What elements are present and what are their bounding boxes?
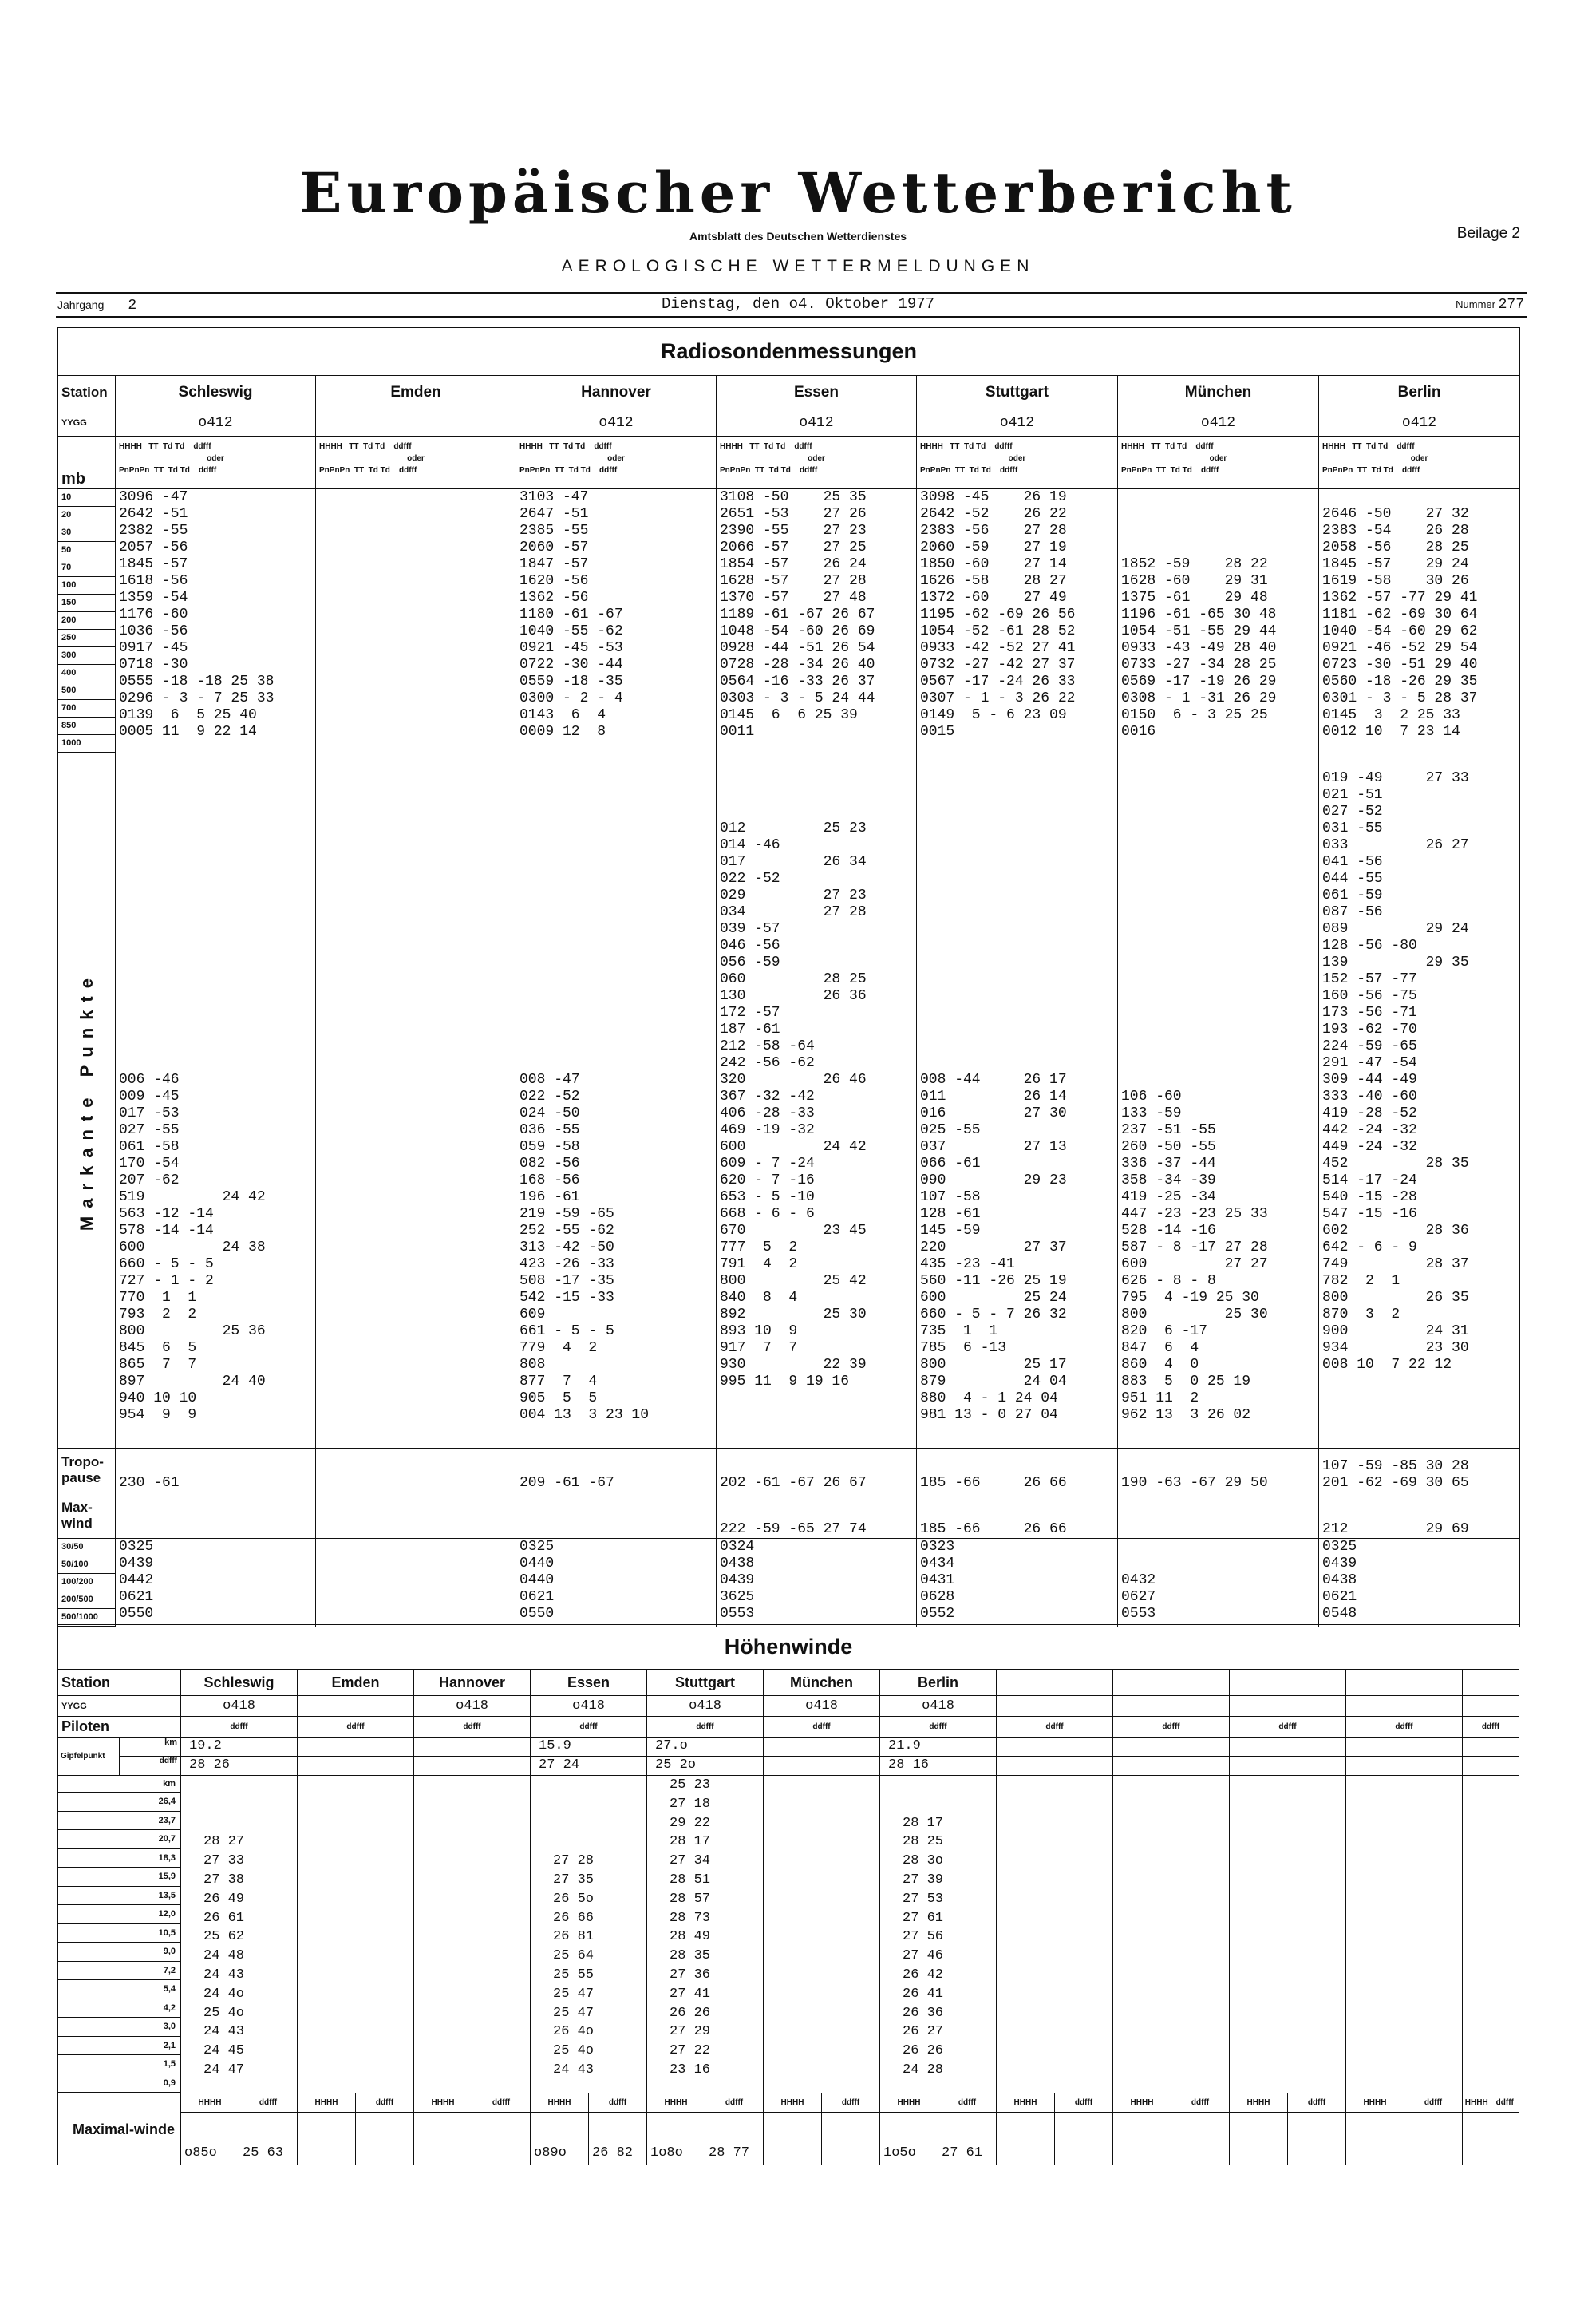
yygg-value: o418 (647, 1696, 764, 1717)
wind-column: 28 27 27 33 27 38 26 49 26 61 25 62 24 48 24 43 24 4o 25 4o 24 43 24 45 24 47 (181, 1776, 298, 2093)
yygg-value (298, 1696, 414, 1717)
subtitle: Amtsblatt des Deutschen Wetterdienstes (689, 230, 907, 243)
standard-levels-data (316, 489, 516, 753)
station-name: Essen (717, 376, 917, 409)
height-level: 10,5 (58, 1924, 180, 1943)
maxwind-data (116, 1492, 316, 1539)
gipfel-ddfff: 25 2o (647, 1757, 764, 1776)
gipfel-ddfff (1113, 1757, 1230, 1776)
piloten-ddfff: ddfff (997, 1717, 1113, 1738)
hhhh-header: HHHH (764, 2093, 822, 2113)
km-label: km (120, 1738, 181, 1757)
station-name (997, 1670, 1113, 1696)
supplement-label: Beilage 2 (1456, 225, 1520, 242)
piloten-ddfff: ddfff (1230, 1717, 1346, 1738)
column-header-bottom: PnPnPn TT Td Td ddfff (1322, 466, 1420, 475)
standard-levels-data: 3096 -47 2642 -51 2382 -55 2057 -56 1845 -57 1618 -56 1359 -54 1176 -60 1036 -56 0917 -45 0718 -30 0555 -18 -18 25 38 0296 - 3 - 7 25 33 0139 6 5 25 40 0005 11 9 22 14 (116, 489, 316, 753)
column-header-oder: oder (407, 454, 425, 463)
ddfff-header: ddfff (1055, 2093, 1113, 2113)
ddfff-header: ddfff (472, 2093, 531, 2113)
maximal-ddfff: 27 61 (938, 2113, 997, 2165)
column-header (116, 437, 316, 489)
maximal-hhhh (298, 2113, 356, 2165)
gipfel-km (1463, 1738, 1519, 1757)
pressure-level: 700 (58, 700, 115, 718)
height-level: 12,0 (58, 1905, 180, 1924)
gipfel-ddfff (1463, 1757, 1519, 1776)
hhhh-header: HHHH (1113, 2093, 1171, 2113)
pressure-level: 200 (58, 612, 115, 630)
gipfel-ddfff (997, 1757, 1113, 1776)
station-name: Berlin (880, 1670, 997, 1696)
nummer-value: 277 (1498, 297, 1524, 313)
maxwind-data (1118, 1492, 1319, 1539)
gipfel-km (414, 1738, 531, 1757)
station-name: Essen (531, 1670, 647, 1696)
yygg-value (316, 409, 516, 437)
yygg-value: o418 (764, 1696, 880, 1717)
layer-data: 0325 0440 0440 0621 0550 (516, 1539, 717, 1627)
gipfel-km: 19.2 (181, 1738, 298, 1757)
gipfel-km (298, 1738, 414, 1757)
gipfel-ddfff (298, 1757, 414, 1776)
maxwind-data: 222 -59 -65 27 74 (717, 1492, 917, 1539)
piloten-ddfff: ddfff (181, 1717, 298, 1738)
standard-levels-data: 3108 -50 25 35 2651 -53 27 26 2390 -55 27 23 2066 -57 27 25 1854 -57 26 24 1628 -57 27 28 1370 -57 27 48 1189 -61 -67 26 67 1048 -54 -60 26 69 0928 -44 -51 26 54 0728 -28 -34 26 40 0564 -16 -33 26 37 0303 - 3 - 5 24 44 0145 6 6 25 39 0011 (717, 489, 917, 753)
maximal-ddfff (1288, 2113, 1346, 2165)
maximal-ddfff (1491, 2113, 1519, 2165)
height-level: 9,0 (58, 1943, 180, 1962)
standard-levels-data: 1852 -59 28 22 1628 -60 29 31 1375 -61 29 48 1196 -61 -65 30 48 1054 -51 -55 29 44 0933 -43 -49 28 40 0733 -27 -34 28 25 0569 -17 -19 26 29 0308 - 1 -31 26 29 0150 6 - 3 25 25 0016 (1118, 489, 1319, 753)
markante-label-cell (58, 753, 116, 1449)
wind-column (414, 1776, 531, 2093)
wind-column (1113, 1776, 1230, 2093)
height-level: 20,7 (58, 1830, 180, 1849)
tropopause-data: 230 -61 (116, 1449, 316, 1492)
gipfel-ddfff: 27 24 (531, 1757, 647, 1776)
height-level: 1,5 (58, 2055, 180, 2074)
yygg-value: o412 (917, 409, 1118, 437)
maxwind-data: 185 -66 26 66 (917, 1492, 1118, 1539)
yygg-value: o412 (1319, 409, 1520, 437)
piloten-ddfff: ddfff (1346, 1717, 1463, 1738)
maxwind-data (516, 1492, 717, 1539)
station-name: Hannover (414, 1670, 531, 1696)
ddfff-header: ddfff (1404, 2093, 1463, 2113)
layer-label: 50/100 (58, 1556, 115, 1574)
station-name: Berlin (1319, 376, 1520, 409)
column-header-oder: oder (1209, 454, 1227, 463)
wind-column (1463, 1776, 1519, 2093)
height-level: 2,1 (58, 2037, 180, 2056)
ddfff-header: ddfff (589, 2093, 647, 2113)
hoehenwinde-caption: Höhenwinde (58, 1625, 1519, 1670)
page-title: Europäischer Wetterbericht (299, 160, 1297, 226)
maximal-ddfff: 28 77 (705, 2113, 764, 2165)
station-name (1346, 1670, 1463, 1696)
height-level: 18,3 (58, 1849, 180, 1868)
yygg-value (997, 1696, 1113, 1717)
gipfel-km (1113, 1738, 1230, 1757)
layer-label: 200/500 (58, 1591, 115, 1609)
tropopause-data: 209 -61 -67 (516, 1449, 717, 1492)
column-header-bottom: PnPnPn TT Td Td ddfff (720, 466, 818, 475)
maximal-hhhh: o89o (531, 2113, 589, 2165)
markante-punkte-data: 106 -60 133 -59 237 -51 -55 260 -50 -55 336 -37 -44 358 -34 -39 419 -25 -34 447 -23 -23 25 33 528 -14 -16 587 - 8 -17 27 28 600 27 27 626 - 8 - 8 795 4 -19 25 30 800 25 30 820 6 -17 847 6 4 860 4 0 883 5 0 25 19 951 11 2 962 13 3 26 02 (1118, 753, 1319, 1449)
yygg-value: o418 (531, 1696, 647, 1717)
jahrgang-label: Jahrgang (57, 298, 105, 311)
divider (56, 292, 1527, 294)
maximal-label: Maximal-winde (58, 2093, 181, 2165)
ddfff-header: ddfff (705, 2093, 764, 2113)
markante-punkte-data: 012 25 23 014 -46 017 26 34 022 -52 029 27 23 034 27 28 039 -57 046 -56 056 -59 060 28 25 130 26 36 172 -57 187 -61 212 -58 -64 242 -56 -62 320 26 46 367 -32 -42 406 -28 -33 469 -19 -32 600 24 42 609 - 7 -24 620 - 7 -16 653 - 5 -10 668 - 6 - 6 670 23 45 777 5 2 791 4 2 800 25 42 840 8 4 892 25 30 893 10 9 917 7 7 930 22 39 995 11 9 19 16 (717, 753, 917, 1449)
yygg-value: o412 (717, 409, 917, 437)
height-level: 15,9 (58, 1868, 180, 1887)
piloten-ddfff: ddfff (1113, 1717, 1230, 1738)
maxwind-data (316, 1492, 516, 1539)
markante-punkte-data: 019 -49 27 33 021 -51 027 -52 031 -55 033 26 27 041 -56 044 -55 061 -59 087 -56 089 29 24 128 -56 -80 139 29 35 152 -57 -77 160 -56 -75 173 -56 -71 193 -62 -70 224 -59 -65 291 -47 -54 309 -44 -49 333 -40 -60 419 -28 -52 442 -24 -32 449 -24 -32 452 28 35 514 -17 -24 540 -15 -28 547 -15 -16 602 28 36 642 - 6 - 9 749 28 37 782 2 1 800 26 35 870 3 2 900 24 31 934 23 30 008 10 7 22 12 (1319, 753, 1520, 1449)
column-header-oder: oder (607, 454, 625, 463)
nummer (1456, 297, 1524, 313)
pressure-level: 50 (58, 542, 115, 559)
gipfel-label: Gipfelpunkt (58, 1738, 120, 1776)
station-name: Schleswig (116, 376, 316, 409)
pressure-level: 100 (58, 577, 115, 595)
yygg-value: o418 (181, 1696, 298, 1717)
column-header (1118, 437, 1319, 489)
gipfel-km: 21.9 (880, 1738, 997, 1757)
gipfel-km (1346, 1738, 1463, 1757)
tropo-label: Tropo-pause (58, 1449, 116, 1492)
column-header-oder: oder (207, 454, 224, 463)
column-header-oder: oder (1008, 454, 1026, 463)
pressure-level: 30 (58, 524, 115, 542)
height-level: 13,5 (58, 1887, 180, 1906)
issue-date: Dienstag, den o4. Oktober 1977 (661, 295, 935, 313)
wind-column (298, 1776, 414, 2093)
column-header-oder: oder (808, 454, 825, 463)
maximal-ddfff (1404, 2113, 1463, 2165)
height-km-label: km (58, 1776, 180, 1793)
mb-label: mb (58, 437, 116, 489)
pressure-level: 10 (58, 489, 115, 507)
maxwind-data: 212 29 69 (1319, 1492, 1520, 1539)
tropopause-data: 202 -61 -67 26 67 (717, 1449, 917, 1492)
station-name: Emden (298, 1670, 414, 1696)
wind-column (1346, 1776, 1463, 2093)
yygg-value (1113, 1696, 1230, 1717)
ddfff-header: ddfff (356, 2093, 414, 2113)
station-name: Stuttgart (917, 376, 1118, 409)
hhhh-header: HHHH (298, 2093, 356, 2113)
maximal-hhhh (1230, 2113, 1288, 2165)
height-level: 23,7 (58, 1812, 180, 1831)
markante-label: Markante Punkte (76, 970, 97, 1232)
layer-label: 100/200 (58, 1574, 115, 1591)
station-name: Emden (316, 376, 516, 409)
column-header (917, 437, 1118, 489)
wind-column (997, 1776, 1113, 2093)
layer-label: 500/1000 (58, 1609, 115, 1627)
gipfel-km: 15.9 (531, 1738, 647, 1757)
wind-column: 27 28 27 35 26 5o 26 66 26 81 25 64 25 55 25 47 25 47 26 4o 25 4o 24 43 (531, 1776, 647, 2093)
gipfel-km (764, 1738, 880, 1757)
column-header-oder: oder (1410, 454, 1428, 463)
maximal-hhhh (1346, 2113, 1404, 2165)
pressure-level: 400 (58, 665, 115, 682)
pressure-level: 20 (58, 507, 115, 524)
column-header-bottom: PnPnPn TT Td Td ddfff (920, 466, 1018, 475)
hhhh-header: HHHH (1346, 2093, 1404, 2113)
maxwind-label: Max-wind (58, 1492, 116, 1539)
pressure-level: 250 (58, 630, 115, 647)
pressure-level: 500 (58, 682, 115, 700)
hhhh-header: HHHH (531, 2093, 589, 2113)
column-header-bottom: PnPnPn TT Td Td ddfff (1121, 466, 1219, 475)
column-header (1319, 437, 1520, 489)
wind-column: 28 17 28 25 28 3o 27 39 27 53 27 61 27 56 27 46 26 42 26 41 26 36 26 27 26 26 24 28 (880, 1776, 997, 2093)
hoehenwinde-table (57, 1624, 1519, 2165)
maximal-ddfff (822, 2113, 880, 2165)
maximal-hhhh: 1o5o (880, 2113, 938, 2165)
column-header-top: HHHH TT Td Td ddfff (519, 442, 612, 451)
pressure-level: 300 (58, 647, 115, 665)
maximal-ddfff: 25 63 (239, 2113, 298, 2165)
gipfel-ddfff (1230, 1757, 1346, 1776)
column-header (316, 437, 516, 489)
height-level: 3,0 (58, 2018, 180, 2037)
height-level: 4,2 (58, 1999, 180, 2018)
markante-punkte-data: 008 -47 022 -52 024 -50 036 -55 059 -58 082 -56 168 -56 196 -61 219 -59 -65 252 -55 -62 313 -42 -50 423 -26 -33 508 -17 -35 542 -15 -33 609 661 - 5 - 5 779 4 2 808 877 7 4 905 5 5 004 13 3 23 10 (516, 753, 717, 1449)
standard-levels-data: 3098 -45 26 19 2642 -52 26 22 2383 -56 27 28 2060 -59 27 19 1850 -60 27 14 1626 -58 28 27 1372 -60 27 49 1195 -62 -69 26 56 1054 -52 -61 28 52 0933 -42 -52 27 41 0732 -27 -42 27 37 0567 -17 -24 26 33 0307 - 1 - 3 26 22 0149 5 - 6 23 09 0015 (917, 489, 1118, 753)
piloten-ddfff: ddfff (1463, 1717, 1519, 1738)
yygg-label: YYGG (58, 409, 116, 437)
station-name: München (1118, 376, 1319, 409)
maximal-ddfff (1171, 2113, 1230, 2165)
yygg-value: o418 (414, 1696, 531, 1717)
column-header-top: HHHH TT Td Td ddfff (119, 442, 211, 451)
maximal-hhhh (1113, 2113, 1171, 2165)
markante-punkte-data: 008 -44 26 17 011 26 14 016 27 30 025 -55 037 27 13 066 -61 090 29 23 107 -58 128 -61 145 -59 220 27 37 435 -23 -41 560 -11 -26 25 19 600 25 24 660 - 5 - 7 26 32 735 1 1 785 6 -13 800 25 17 879 24 04 880 4 - 1 24 04 981 13 - 0 27 04 (917, 753, 1118, 1449)
station-name: Schleswig (181, 1670, 298, 1696)
piloten-ddfff: ddfff (531, 1717, 647, 1738)
wind-column: 25 23 27 18 29 22 28 17 27 34 28 51 28 57 28 73 28 49 28 35 27 36 27 41 26 26 27 29 27 22 23 16 (647, 1776, 764, 2093)
layer-data: 0323 0434 0431 0628 0552 (917, 1539, 1118, 1627)
hhhh-header: HHHH (1230, 2093, 1288, 2113)
piloten-ddfff: ddfff (647, 1717, 764, 1738)
ddfff-header: ddfff (822, 2093, 880, 2113)
hhhh-header: HHHH (414, 2093, 472, 2113)
yygg-value: o418 (880, 1696, 997, 1717)
markante-punkte-data (316, 753, 516, 1449)
tropopause-data: 185 -66 26 66 (917, 1449, 1118, 1492)
yygg-value: o412 (516, 409, 717, 437)
column-header (717, 437, 917, 489)
yygg-value (1230, 1696, 1346, 1717)
layer-data: 0432 0627 0553 (1118, 1539, 1319, 1627)
yygg-value: o412 (116, 409, 316, 437)
pressure-level: 1000 (58, 735, 115, 753)
station-name (1113, 1670, 1230, 1696)
tropopause-data: 107 -59 -85 30 28 201 -62 -69 30 65 (1319, 1449, 1520, 1492)
height-level: 5,4 (58, 1980, 180, 1999)
gipfel-ddfff (764, 1757, 880, 1776)
gipfel-km (1230, 1738, 1346, 1757)
gipfel-ddfff: 28 26 (181, 1757, 298, 1776)
markante-punkte-data: 006 -46 009 -45 017 -53 027 -55 061 -58 170 -54 207 -62 519 24 42 563 -12 -14 578 -14 -14 600 24 38 660 - 5 - 5 727 - 1 - 2 770 1 1 793 2 2 800 25 36 845 6 5 865 7 7 897 24 40 940 10 10 954 9 9 (116, 753, 316, 1449)
wind-column (764, 1776, 880, 2093)
ddfff-header: ddfff (1171, 2093, 1230, 2113)
hhhh-header: HHHH (1463, 2093, 1491, 2113)
gipfel-ddfff (414, 1757, 531, 1776)
piloten-ddfff: ddfff (880, 1717, 997, 1738)
wind-column (1230, 1776, 1346, 2093)
gipfel-ddfff: 28 16 (880, 1757, 997, 1776)
layer-data: 0325 0439 0442 0621 0550 (116, 1539, 316, 1627)
height-levels (58, 1776, 181, 2093)
yygg-value (1346, 1696, 1463, 1717)
layer-labels (58, 1539, 116, 1627)
radiosonde-table (57, 327, 1520, 1627)
column-header (516, 437, 717, 489)
hhhh-header: HHHH (647, 2093, 705, 2113)
column-header-top: HHHH TT Td Td ddfff (720, 442, 812, 451)
pressure-level: 850 (58, 718, 115, 735)
station-name: Hannover (516, 376, 717, 409)
station-name: Stuttgart (647, 1670, 764, 1696)
hhhh-header: HHHH (997, 2093, 1055, 2113)
standard-levels-data: 3103 -47 2647 -51 2385 -55 2060 -57 1847 -57 1620 -56 1362 -56 1180 -61 -67 1040 -55 -62 0921 -45 -53 0722 -30 -44 0559 -18 -35 0300 - 2 - 4 0143 6 4 0009 12 8 (516, 489, 717, 753)
station-name (1463, 1670, 1519, 1696)
section-title: AEROLOGISCHE WETTERMELDUNGEN (561, 257, 1035, 275)
gipfel-km (997, 1738, 1113, 1757)
ddfff-header: ddfff (1491, 2093, 1519, 2113)
height-level: 26,4 (58, 1793, 180, 1812)
station-label: Station (58, 376, 116, 409)
maximal-hhhh: 1o8o (647, 2113, 705, 2165)
yygg-value: o412 (1118, 409, 1319, 437)
pressure-level: 150 (58, 595, 115, 612)
piloten-ddfff: ddfff (414, 1717, 531, 1738)
standard-levels-data: 2646 -50 27 32 2383 -54 26 28 2058 -56 28 25 1845 -57 29 24 1619 -58 30 26 1362 -57 -77 29 41 1181 -62 -69 30 64 1040 -54 -60 29 62 0921 -46 -52 29 54 0723 -30 -51 29 40 0560 -18 -26 29 35 0301 - 3 - 5 28 37 0145 3 2 25 33 0012 10 7 23 14 (1319, 489, 1520, 753)
layer-label: 30/50 (58, 1539, 115, 1556)
jahrgang-value: 2 (128, 298, 137, 314)
yygg-label: YYGG (58, 1696, 181, 1717)
column-header-bottom: PnPnPn TT Td Td ddfff (319, 466, 417, 475)
column-header-bottom: PnPnPn TT Td Td ddfff (519, 466, 618, 475)
maximal-ddfff (356, 2113, 414, 2165)
layer-data: 0324 0438 0439 3625 0553 (717, 1539, 917, 1627)
column-header-top: HHHH TT Td Td ddfff (920, 442, 1013, 451)
station-label: Station (58, 1670, 181, 1696)
yygg-value (1463, 1696, 1519, 1717)
gipfel-ddfff (1346, 1757, 1463, 1776)
hhhh-header: HHHH (880, 2093, 938, 2113)
maximal-hhhh (414, 2113, 472, 2165)
ddfff-label: ddfff (120, 1757, 181, 1776)
ddfff-header: ddfff (239, 2093, 298, 2113)
column-header-bottom: PnPnPn TT Td Td ddfff (119, 466, 217, 475)
station-name (1230, 1670, 1346, 1696)
hhhh-header: HHHH (181, 2093, 239, 2113)
tropopause-data (316, 1449, 516, 1492)
maximal-hhhh (764, 2113, 822, 2165)
radiosonde-caption: Radiosondenmessungen (58, 328, 1520, 376)
piloten-label: Piloten (58, 1717, 181, 1738)
divider (56, 316, 1527, 318)
layer-data: 0325 0439 0438 0621 0548 (1319, 1539, 1520, 1627)
column-header-top: HHHH TT Td Td ddfff (1121, 442, 1214, 451)
piloten-ddfff: ddfff (764, 1717, 880, 1738)
pressure-level: 70 (58, 559, 115, 577)
station-name: München (764, 1670, 880, 1696)
maximal-hhhh (1463, 2113, 1491, 2165)
height-level: 7,2 (58, 1962, 180, 1981)
pressure-levels (58, 489, 116, 753)
layer-data (316, 1539, 516, 1627)
tropopause-data: 190 -63 -67 29 50 (1118, 1449, 1319, 1492)
maximal-hhhh: o85o (181, 2113, 239, 2165)
nummer-label: Nummer (1456, 298, 1495, 310)
piloten-ddfff: ddfff (298, 1717, 414, 1738)
column-header-top: HHHH TT Td Td ddfff (319, 442, 412, 451)
ddfff-header: ddfff (1288, 2093, 1346, 2113)
column-header-top: HHHH TT Td Td ddfff (1322, 442, 1415, 451)
height-level: 0,9 (58, 2074, 180, 2093)
ddfff-header: ddfff (938, 2093, 997, 2113)
gipfel-km: 27.o (647, 1738, 764, 1757)
maximal-ddfff: 26 82 (589, 2113, 647, 2165)
maximal-ddfff (472, 2113, 531, 2165)
maximal-ddfff (1055, 2113, 1113, 2165)
maximal-hhhh (997, 2113, 1055, 2165)
